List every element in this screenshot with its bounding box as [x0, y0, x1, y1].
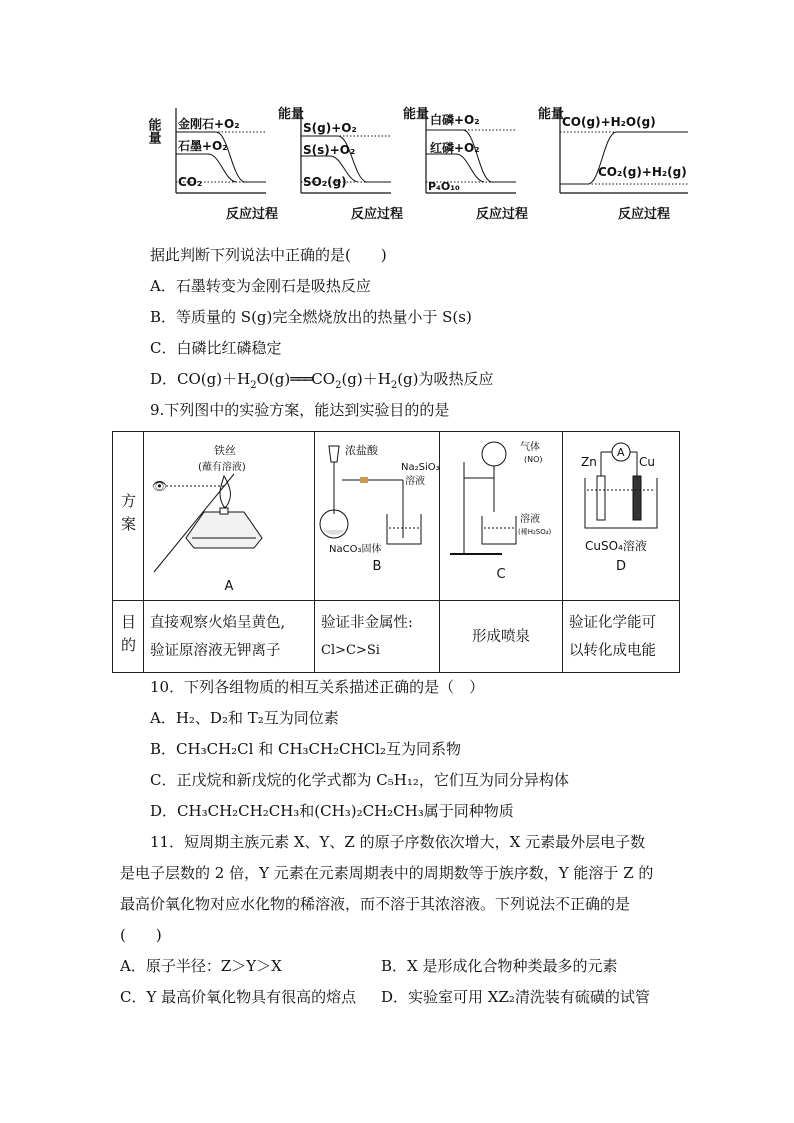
energy-xlabel-3: 反应过程 [476, 207, 529, 222]
energy-xlabel-4: 反应过程 [618, 207, 671, 222]
q9-purpose-a-l2: 验证原溶液无钾离子 [150, 642, 281, 659]
q9-purpose-label: 目的 [119, 613, 137, 660]
svg-text:浓盐酸: 浓盐酸 [345, 444, 378, 457]
svg-text:NaCO₃固体: NaCO₃固体 [329, 544, 382, 555]
q9-purpose-d-l1: 验证化学能可 [569, 614, 656, 631]
q9-purpose-d [563, 601, 680, 673]
energy-diagram-1 [146, 108, 279, 222]
q9-letter-b: B [372, 559, 382, 574]
q9-option-a-figure[interactable] [144, 432, 315, 601]
q11-option-a[interactable]: A．原子半径：Z＞Y＞X [120, 957, 282, 975]
energy-mid-2: S(s)+O₂ [303, 143, 356, 157]
svg-text:铁丝: 铁丝 [214, 444, 236, 457]
q11-line-3: 最高价氧化物对应水化物的稀溶液，而不溶于其浓溶液。下列说法不正确的是 [120, 895, 631, 913]
svg-text:溶液: 溶液 [405, 476, 425, 487]
q9-purpose-b-l2: Cl>C>Si [321, 642, 380, 658]
energy-diagram-2 [278, 106, 403, 222]
q9-purpose-a-l1: 直接观察火焰呈黄色, [150, 614, 286, 631]
svg-text:气体: 气体 [520, 442, 540, 453]
energy-top-3: 白磷+O₂ [430, 113, 480, 127]
q9-letter-a: A [224, 579, 234, 594]
svg-text:CuSO₄溶液: CuSO₄溶液 [585, 539, 647, 553]
q9-stem: 9.下列图中的实验方案，能达到实验目的的是 [150, 401, 450, 419]
energy-xlabel-2: 反应过程 [351, 207, 404, 222]
q10-option-c[interactable]: C．正戊烷和新戊烷的化学式都为 C₅H₁₂，它们互为同分异构体 [150, 771, 569, 789]
q11-line-1: 11．短周期主族元素 X、Y、Z 的原子序数依次增大，X 元素最外层电子数 [150, 833, 646, 851]
q9-row-label-purpose [113, 601, 144, 673]
energy-mid-1: 石墨+O₂ [178, 139, 228, 153]
energy-diagram-4 [538, 106, 688, 222]
q8-option-a[interactable]: A．石墨转变为金刚石是吸热反应 [150, 277, 371, 295]
energy-bottom-4: CO₂(g)+H₂(g) [598, 165, 687, 179]
q8-option-b[interactable]: B．等质量的 S(g)完全燃烧放出的热量小于 S(s) [150, 308, 472, 326]
q9-option-b-figure[interactable] [315, 432, 440, 601]
q11-option-c[interactable]: C．Y 最高价氧化物具有很高的熔点 [120, 988, 357, 1006]
energy-top-2: S(g)+O₂ [303, 121, 357, 135]
svg-text:Na₂SiO₃: Na₂SiO₃ [401, 462, 440, 473]
q8-option-d[interactable]: D．$CO(g)+H_2O(g)═══CO_2(g)+H_2(g)$为吸热反应 [150, 370, 494, 391]
q9-purpose-b-l1: 验证非金属性: [321, 614, 413, 631]
q10-option-a[interactable]: A．H₂、D₂和 T₂互为同位素 [150, 709, 339, 727]
galvanic-cell-figure [563, 432, 681, 600]
q10-stem: 10．下列各组物质的相互关系描述正确的是（ ） [150, 678, 485, 696]
energy-top-4: CO(g)+H₂O(g) [562, 115, 656, 129]
q9-purpose-c: 形成喷泉 [440, 601, 563, 673]
q8-d-part5: (g)为吸热反应 [397, 370, 494, 388]
energy-bottom-3: P₄O₁₀ [428, 180, 460, 193]
svg-text:Cu: Cu [639, 455, 655, 469]
q8-stem: 据此判断下列说法中正确的是( ) [150, 246, 387, 264]
energy-bottom-2: SO₂(g) [303, 175, 347, 189]
energy-diagram-3 [403, 106, 528, 222]
eye-icon: 👁 [152, 479, 168, 493]
energy-diagrams [145, 98, 708, 228]
svg-text:Zn: Zn [581, 455, 597, 469]
q9-row-label-scheme [113, 432, 144, 601]
q8-d-part1: D．CO(g)＋H [150, 370, 251, 388]
q10-option-d[interactable]: D．CH₃CH₂CH₂CH₃和(CH₃)₂CH₂CH₃属于同种物质 [150, 802, 514, 820]
svg-text:A: A [617, 446, 625, 459]
svg-text:(蘸有溶液): (蘸有溶液) [198, 462, 246, 473]
q11-option-b[interactable]: B．X 是形成化合物种类最多的元素 [381, 957, 618, 975]
energy-bottom-1: CO₂ [178, 175, 203, 189]
q11-line-4: ( ) [120, 926, 162, 944]
energy-top-1: 金刚石+O₂ [178, 117, 240, 131]
energy-ylabel-4: 能量 [538, 107, 565, 122]
energy-ylabel-2: 能量 [278, 107, 305, 122]
energy-ylabel-1: 能量 [145, 118, 161, 144]
acid-reaction-figure [315, 432, 439, 600]
q8-d-part4: (g)＋H [341, 370, 391, 388]
q9-option-d-figure[interactable] [563, 432, 680, 601]
q8-d-part3: CO [311, 370, 336, 388]
svg-text:(稀H₂SO₄): (稀H₂SO₄) [518, 528, 552, 536]
q9-purpose-d-l2: 以转化成电能 [569, 642, 656, 659]
flame-test-figure [144, 432, 314, 600]
q9-table [112, 431, 680, 673]
energy-ylabel-3: 能量 [403, 107, 430, 122]
svg-text:(NO): (NO) [524, 455, 543, 464]
energy-mid-3: 红磷+O₂ [430, 141, 480, 155]
svg-text:溶液: 溶液 [520, 514, 540, 525]
q9-purpose-a [144, 601, 315, 673]
q9-scheme-label: 方案 [119, 493, 137, 539]
q9-letter-c: C [496, 567, 506, 582]
q11-line-2: 是电子层数的 2 倍，Y 元素在元素周期表中的周期数等于族序数，Y 能溶于 Z 的 [120, 864, 654, 882]
q9-purpose-b [315, 601, 440, 673]
energy-xlabel-1: 反应过程 [226, 207, 279, 222]
q9-letter-d: D [615, 559, 626, 574]
q8-option-c[interactable]: C．白磷比红磷稳定 [150, 339, 282, 357]
q8-equals-sign: ═══ [290, 370, 312, 388]
q11-option-d[interactable]: D．实验室可用 XZ₂清洗装有硫磺的试管 [381, 988, 650, 1006]
q8-d-part2: O(g) [256, 370, 291, 388]
q10-option-b[interactable]: B．CH₃CH₂Cl 和 CH₃CH₂CHCl₂互为同系物 [150, 740, 461, 758]
q9-option-c-figure[interactable] [440, 432, 563, 601]
